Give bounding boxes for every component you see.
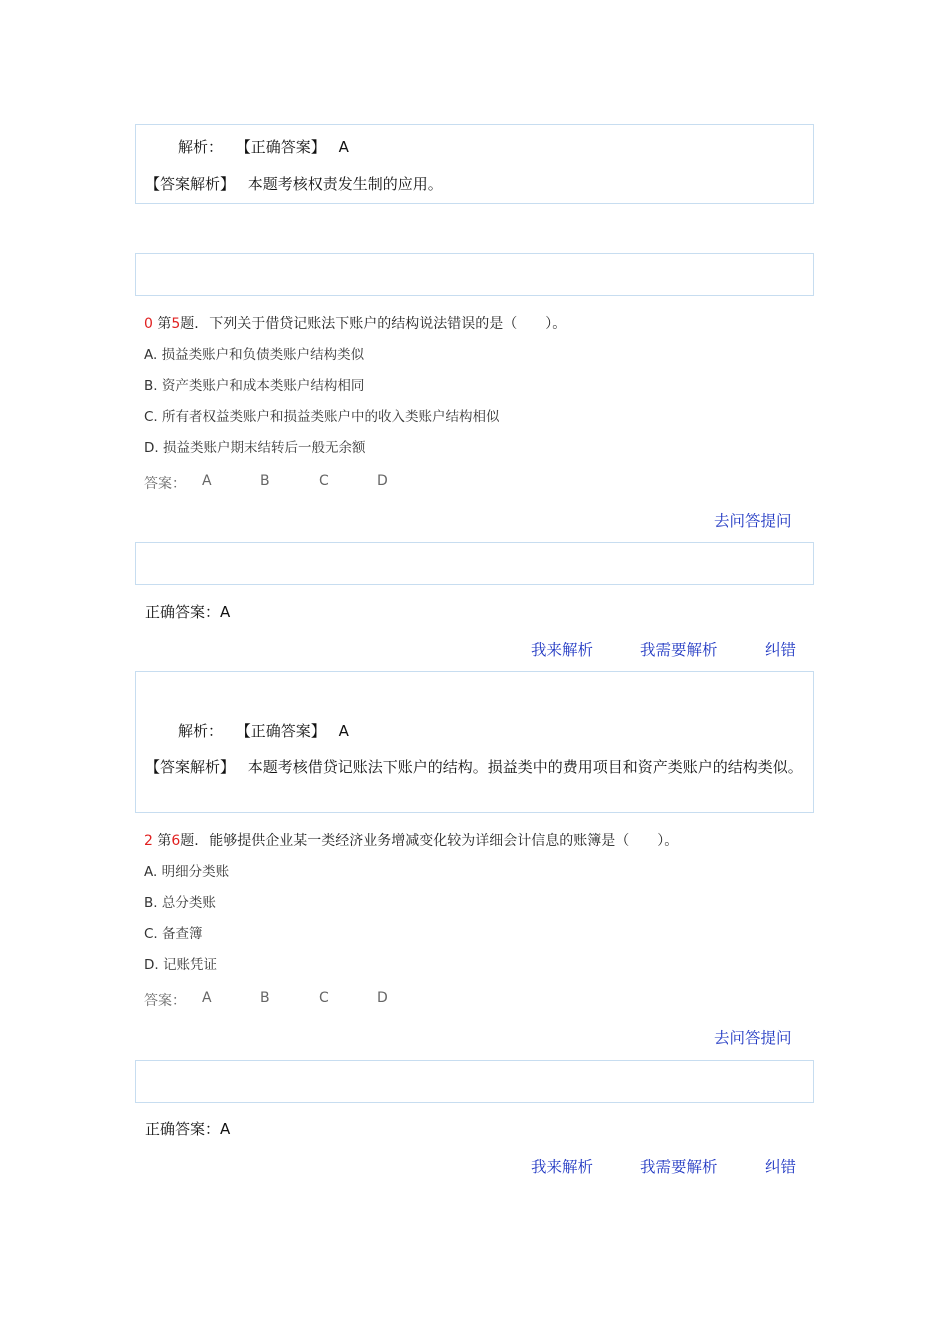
question-5-option-d: D. 损益类账户期末结转后一般无余额 <box>144 440 366 456</box>
question-prefix: 第 <box>157 833 172 849</box>
question-6-answer-row <box>144 990 444 1010</box>
empty-box-1 <box>135 253 814 296</box>
explanation-label: 解析： <box>178 722 224 740</box>
question-prefix: 第 <box>157 316 172 332</box>
choice-d[interactable]: D <box>377 473 388 489</box>
question-5-option-a: A. 损益类账户和负债类账户结构类似 <box>144 347 365 363</box>
need-explanation-button[interactable]: 我需要解析 <box>640 641 718 659</box>
empty-box-2 <box>135 542 814 585</box>
question-5-title <box>144 313 566 333</box>
question-score: 0 <box>144 316 153 332</box>
explanation-tag: 【答案解析】 <box>145 175 236 193</box>
question-6-option-c: C. 备查簿 <box>144 926 203 942</box>
report-error-button[interactable]: 纠错 <box>765 1158 797 1176</box>
ask-question-link[interactable]: 去问答提问 <box>714 1029 792 1047</box>
explanation-tag: 【答案解析】 <box>145 758 236 776</box>
choice-b[interactable]: B <box>260 473 270 489</box>
question-5-option-c: C. 所有者权益类账户和损益类账户中的收入类账户结构相似 <box>144 409 500 425</box>
explanation-label: 解析： <box>178 138 224 156</box>
answer-label: 答案： <box>144 476 186 492</box>
question-6-option-b: B. 总分类账 <box>144 895 216 911</box>
explanation-1-text-line <box>145 173 443 194</box>
explain-button[interactable]: 我来解析 <box>531 1158 594 1176</box>
question-suffix: 题. <box>180 316 199 332</box>
question-5-correct-answer: 正确答案：A <box>145 603 231 621</box>
answer-value: A <box>338 138 349 156</box>
report-error-button[interactable]: 纠错 <box>765 641 797 659</box>
choice-a[interactable]: A <box>202 473 212 489</box>
question-5-option-b: B. 资产类账户和成本类账户结构相同 <box>144 378 365 394</box>
answer-tag: 【正确答案】 <box>235 722 326 740</box>
question-suffix: 题. <box>180 833 199 849</box>
question-score: 2 <box>144 833 153 849</box>
ask-question-link[interactable]: 去问答提问 <box>714 512 792 530</box>
explanation-text: 本题考核权责发生制的应用。 <box>247 175 443 193</box>
question-number: 5 <box>171 316 181 332</box>
question-6-title <box>144 830 678 850</box>
question-text: 下列关于借贷记账法下账户的结构说法错误的是（ ）。 <box>209 316 567 332</box>
empty-box-3 <box>135 1060 814 1103</box>
explanation-2-answer-line <box>178 720 349 741</box>
choice-c[interactable]: C <box>319 473 329 489</box>
answer-value: A <box>338 722 349 740</box>
question-number: 6 <box>171 833 181 849</box>
need-explanation-button[interactable]: 我需要解析 <box>640 1158 718 1176</box>
explanation-1-answer-line <box>178 136 349 157</box>
explanation-text: 本题考核借贷记账法下账户的结构。损益类中的费用项目和资产类账户的结构类似。 <box>247 758 803 776</box>
answer-label: 答案： <box>144 993 186 1009</box>
explanation-box-2 <box>135 671 814 813</box>
question-5-answer-row <box>144 473 444 493</box>
explanation-2-text-line <box>145 755 810 779</box>
choice-a[interactable]: A <box>202 990 212 1006</box>
choice-b[interactable]: B <box>260 990 270 1006</box>
explain-button[interactable]: 我来解析 <box>531 641 594 659</box>
choice-d[interactable]: D <box>377 990 388 1006</box>
question-text: 能够提供企业某一类经济业务增减变化较为详细会计信息的账簿是（ ）。 <box>209 833 679 849</box>
question-6-option-a: A. 明细分类账 <box>144 864 230 880</box>
choice-c[interactable]: C <box>319 990 329 1006</box>
question-6-option-d: D. 记账凭证 <box>144 957 217 973</box>
answer-tag: 【正确答案】 <box>235 138 326 156</box>
question-6-correct-answer: 正确答案：A <box>145 1120 231 1138</box>
